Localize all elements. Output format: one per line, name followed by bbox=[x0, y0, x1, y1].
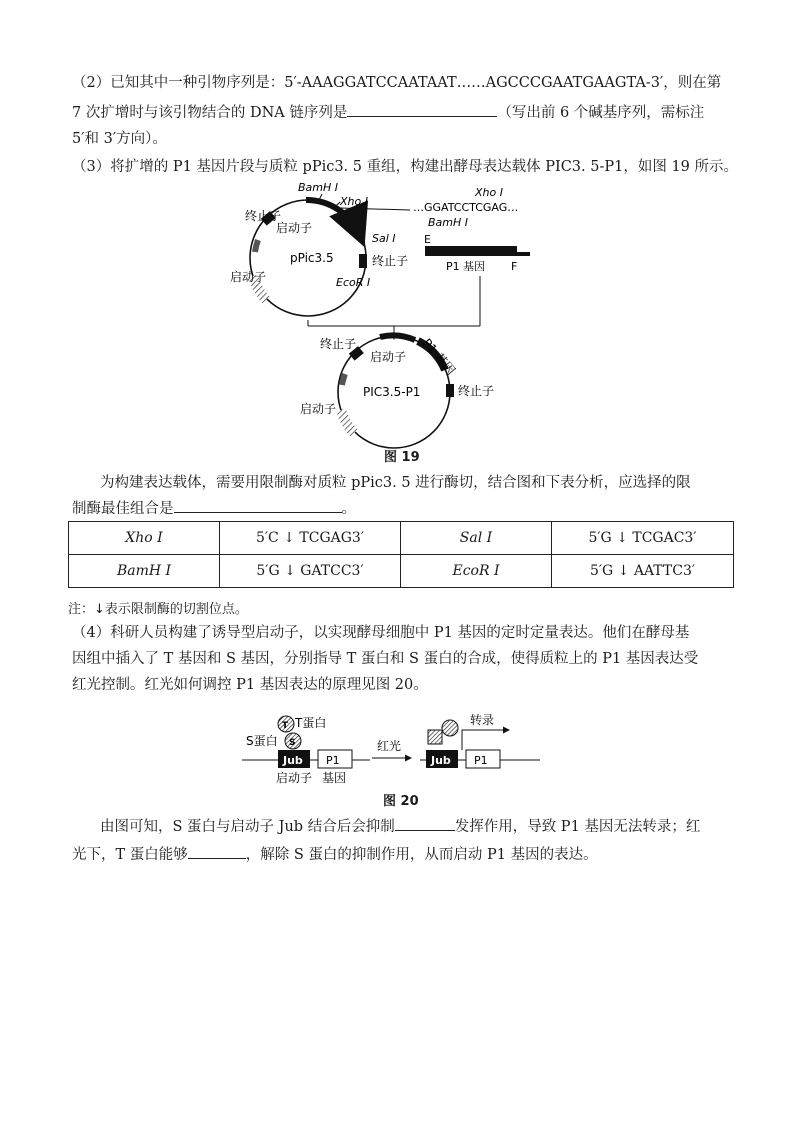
figure-20-caption: 图 20 bbox=[383, 794, 419, 809]
fig20-dark-state bbox=[242, 716, 370, 785]
fragment-gene-label: P1 基因 bbox=[446, 260, 486, 273]
table-cell-site: 5′G ↓ AATTC3′ bbox=[552, 555, 734, 588]
q4-answer-line1 bbox=[72, 814, 732, 840]
plasmid2-promoter-left-label: 启动子 bbox=[300, 402, 337, 416]
t-protein-label: T蛋白 bbox=[295, 716, 327, 730]
plasmid1-terminator-top-label: 终止子 bbox=[245, 209, 282, 223]
t-protein-mark: T bbox=[282, 721, 289, 731]
q3-line1: （3）将扩增的 P1 基因片段与质粒 pPic3. 5 重组，构建出酵母表达载体 PIC3. 5-P1，如图 19 所示。 bbox=[72, 159, 739, 175]
plasmid1-ecori: EcoR Ⅰ bbox=[336, 276, 371, 289]
promoter-label: 启动子 bbox=[276, 771, 313, 785]
transcription-label: 转录 bbox=[470, 713, 495, 727]
s-protein-bound-icon bbox=[428, 730, 442, 744]
plasmid1-promoter-top-label: 启动子 bbox=[276, 221, 313, 235]
q3-para2-tail: 。 bbox=[341, 501, 356, 517]
q2-line2-tail: （写出前 6 个碱基序列，需标注 bbox=[497, 105, 705, 121]
table-cell-enzyme: Xho Ⅰ bbox=[69, 522, 220, 555]
plasmid1-marker bbox=[255, 240, 258, 252]
figure-19-caption: 图 19 bbox=[384, 450, 420, 465]
table-cell-site: 5′G ↓ GATCC3′ bbox=[220, 555, 401, 588]
plasmid2-promoter-left bbox=[341, 410, 354, 433]
q2-line1: （2）已知其中一种引物序列是：5′-AAAGGATCCAATAAT……AGCCCGAATGAAGTA-3′，则在第 bbox=[72, 75, 722, 91]
t-protein-bound-icon bbox=[442, 720, 458, 736]
fig19-connector bbox=[308, 276, 480, 338]
plasmid2-promoter-top-label: 启动子 bbox=[370, 350, 407, 364]
s-protein-mark: S bbox=[289, 738, 296, 748]
restriction-enzyme-table bbox=[68, 521, 734, 588]
q2-line2 bbox=[72, 100, 732, 126]
plasmid2-marker bbox=[342, 374, 345, 385]
table-cell-enzyme: Sal Ⅰ bbox=[401, 522, 552, 555]
plasmid2-p1-gene-label: P1 基因 bbox=[419, 335, 458, 378]
table-cell-enzyme: EcoR Ⅰ bbox=[401, 555, 552, 588]
q4-line1: （4）科研人员构建了诱导型启动子，以实现酵母细胞中 P1 基因的定时定量表达。他们在酵母基 bbox=[72, 625, 690, 641]
plasmid-PIC3.5-P1 bbox=[300, 335, 494, 448]
answer-blank-q3[interactable] bbox=[174, 496, 342, 513]
q4-answer-line1-text: 由图可知，S 蛋白与启动子 Jub 结合后会抑制 bbox=[100, 819, 395, 835]
plasmid1-terminator-right bbox=[359, 254, 367, 268]
plasmid2-promoter-arrow bbox=[380, 335, 415, 340]
plasmid1-sali: Sal Ⅰ bbox=[372, 232, 396, 245]
q4-answer-line2 bbox=[72, 842, 732, 868]
jub-label: Jub bbox=[283, 754, 303, 767]
table-row bbox=[69, 522, 734, 555]
q4-answer-line2-text: 光下，T 蛋白能够 bbox=[72, 847, 188, 863]
s-protein-label: S蛋白 bbox=[246, 734, 278, 748]
jub-label-2: Jub bbox=[431, 754, 451, 767]
fragment-e: E bbox=[424, 233, 431, 246]
plasmid1-terminator-right-label: 终止子 bbox=[372, 254, 409, 268]
transcription-arrow bbox=[462, 730, 508, 750]
plasmid1-promoter-left-label: 启动子 bbox=[230, 270, 267, 284]
red-light-label: 红光 bbox=[377, 739, 402, 753]
q4-line3: 红光控制。红光如何调控 P1 基因表达的原理见图 20。 bbox=[72, 677, 428, 693]
p1-label-2: P1 bbox=[474, 754, 488, 767]
q3-para2 bbox=[72, 496, 732, 522]
q2-line2-text: 7 次扩增时与该引物结合的 DNA 链序列是 bbox=[72, 105, 348, 121]
table-cell-site: 5′C ↓ TCGAG3′ bbox=[220, 522, 401, 555]
plasmid2-name: PIC3.5-P1 bbox=[363, 385, 421, 399]
plasmid2-terminator-top-label: 终止子 bbox=[320, 337, 357, 351]
plasmid1-name: pPic3.5 bbox=[290, 251, 334, 265]
q3-para2-text: 制酶最佳组合是 bbox=[72, 501, 174, 517]
answer-blank-q2[interactable] bbox=[347, 100, 497, 117]
table-cell-site: 5′G ↓ TCGAC3′ bbox=[552, 522, 734, 555]
fragment-bamhi: BamH Ⅰ bbox=[428, 216, 469, 229]
fragment-strand-bottom bbox=[425, 252, 530, 256]
answer-blank-q4-2[interactable] bbox=[188, 842, 246, 859]
fragment-strand-top bbox=[425, 246, 517, 252]
table-note: 注：↓表示限制酶的切割位点。 bbox=[68, 602, 248, 617]
q2-line3: 5′和 3′方向）。 bbox=[72, 131, 167, 147]
fragment-f: F bbox=[511, 260, 518, 273]
p1-gene-fragment bbox=[413, 186, 530, 273]
gene-label: 基因 bbox=[322, 771, 347, 785]
figure-19 bbox=[200, 178, 560, 468]
figure-20 bbox=[230, 706, 550, 786]
table-row bbox=[69, 555, 734, 588]
q4-line2: 因组中插入了 T 基因和 S 基因，分别指导 T 蛋白和 S 蛋白的合成，使得质粒上的 P1 基因表达受 bbox=[72, 651, 699, 667]
q3-para1: 为构建表达载体，需要用限制酶对质粒 pPic3. 5 进行酶切，结合图和下表分析，应选择的限 bbox=[100, 475, 691, 491]
plasmid1-bamhi: BamH Ⅰ bbox=[298, 181, 339, 194]
q4-answer-line2-tail: ，解除 S 蛋白的抑制作用，从而启动 P1 基因的表达。 bbox=[245, 847, 598, 863]
fig20-light-state bbox=[420, 712, 540, 768]
table-cell-enzyme: BamH Ⅰ bbox=[69, 555, 220, 588]
answer-blank-q4-1[interactable] bbox=[395, 814, 455, 831]
plasmid2-terminator-right bbox=[446, 384, 454, 397]
fragment-xhoi: Xho Ⅰ bbox=[475, 186, 503, 199]
q4-answer-line1-tail: 发挥作用，导致 P1 基因无法转录；红 bbox=[454, 819, 701, 835]
plasmid1-xhoi: Xho Ⅰ bbox=[340, 195, 368, 208]
plasmid2-terminator-right-label: 终止子 bbox=[458, 384, 495, 398]
plasmid-pPic3.5 bbox=[230, 181, 408, 316]
p1-label: P1 bbox=[326, 754, 340, 767]
fragment-sequence: …GGATCCTCGAG… bbox=[413, 201, 519, 214]
